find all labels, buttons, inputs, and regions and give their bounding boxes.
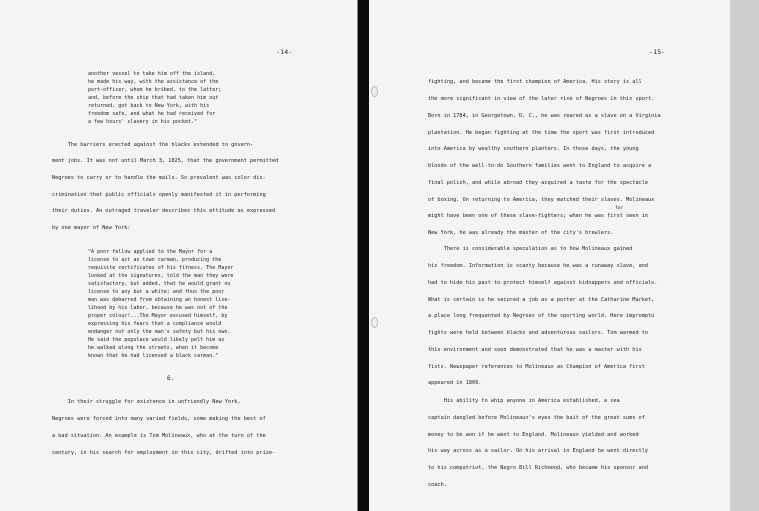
text-line: coach. <box>428 482 447 488</box>
text-line: fights were held between blacks and adventurous sailors. Tom warmed to <box>428 330 649 336</box>
text-line: The barriers erected against the blacks extended to govern- <box>52 142 254 148</box>
text-line: Negroes were forced into many varied fields, some making the best of <box>52 416 266 422</box>
text-line: There is considerable speculation as to how Molineaux gained <box>428 246 633 252</box>
text-line: a bad situation. An example is Tom Molineaux, who at the turn of the <box>52 433 266 439</box>
text-line: license to act as town carman, producing the <box>88 257 222 263</box>
page-number-right: -15- <box>649 48 666 56</box>
text-line: appeared in 1809. <box>428 380 482 386</box>
text-line: money to be won if he went to England. Molineaux yielded and worked <box>428 432 639 438</box>
text-line: a few hours' slavery in his pocket." <box>88 119 198 125</box>
text-line: fighting, and became the first champion of America. His story is all <box>428 79 642 85</box>
text-line: Negroes to carry or to handle the mails. So prevalent was color dis- <box>52 175 266 181</box>
text-line: fists. Newspaper references to Molineaux as Champion of America first <box>428 364 645 370</box>
text-line: by one mayor of New York: <box>52 225 131 231</box>
text-line: crimination that public officials openly manifested it in performing <box>52 192 266 198</box>
text-line: their duties. An outraged traveler describes this attitude as expressed <box>52 208 276 214</box>
text-line: license to any but a white; and thus the poor <box>88 289 225 295</box>
binder-hole-top <box>371 86 378 97</box>
text-line: captain dangled before Molineaux's eyes the bait of the great sums of <box>428 415 645 421</box>
section-number: 6. <box>167 375 175 382</box>
handwritten-insert: for <box>615 206 624 211</box>
text-line: In their struggle for existence in unfriendly New York, <box>52 399 241 405</box>
text-line: another vessel to take him off the island, <box>88 71 216 77</box>
text-line: his freedom. Information is scanty because he was a runaway slave, and <box>428 263 649 269</box>
page-number-left: -14- <box>276 48 293 56</box>
text-line: port-officer, whom he bribed, to the latter; <box>88 87 222 93</box>
text-line: century, in his search for employment in this city, drifted into prize- <box>52 450 276 456</box>
text-line: New York, he was already the master of the city's brewlers. <box>428 230 614 236</box>
text-line: returned, got back to New York, with his <box>88 103 210 109</box>
text-line: proper colour!...The Mayor excused himself, by <box>88 313 228 319</box>
left-page <box>0 0 357 511</box>
text-line: "A poor fellow applied to the Mayor for a <box>88 249 213 255</box>
text-line: he walked along the streets, when it become <box>88 345 219 351</box>
text-line: He said the populace would likely pelt him as <box>88 337 225 343</box>
text-line: man was debarred from obtaining an honest live- <box>88 297 231 303</box>
text-line: his way across as a sailor. On his arrival in England he went directly <box>428 448 649 454</box>
text-line: into America by wealthy southern planters. In those days, the young <box>428 146 639 152</box>
text-line: this environment and soon demonstrated that he was a master with his <box>428 347 642 353</box>
text-line: and, before the ship that had taken him out <box>88 95 219 101</box>
text-line: he made his way, with the assistance of the <box>88 79 219 85</box>
text-line: a place long frequented by Negroes of the sporting world. Here impromptu <box>428 313 655 319</box>
text-line: known that he had licensed a black carman." <box>88 353 219 359</box>
text-line: satisfactory, but added, that he would grant no <box>88 281 231 287</box>
binder-hole-bottom <box>371 317 378 328</box>
text-line: What is certain is he secured a job as a porter at the Catharine Market, <box>428 297 655 303</box>
text-line: final polish, and while abroad they acquired a taste for the spectacle <box>428 180 649 186</box>
text-line: lihood by his labor, because he was not of the <box>88 305 228 311</box>
text-line: ment jobs. It was not until March 3, 1825, that the government permitted <box>52 158 279 164</box>
scan-edge <box>730 0 759 511</box>
text-line: the more significant in view of the later rise of Negroes in this sport. <box>428 96 655 102</box>
text-line: bloods of the well-to-do Southern families went to England to acquire a <box>428 163 652 169</box>
right-page <box>369 0 730 511</box>
text-line: might have been one of these slave-fighters; when he was first seen in <box>428 213 649 219</box>
gutter-divider <box>357 0 358 511</box>
text-line: expressing his fears that a compliance would <box>88 321 222 327</box>
text-line: His ability to whip anyone in America established, a sea <box>428 398 620 404</box>
text-line: freedom safe, and what he had received for <box>88 111 216 117</box>
text-line: endanger not only the man's safety but his own. <box>88 329 231 335</box>
text-line: had to hide his past to protect himself against kidnappers and officials. <box>428 280 658 286</box>
text-line: Born in 1784, in Georgetown, D. C., he was reared as a slave on a Virginia <box>428 113 661 119</box>
text-line: to his compatriot, the Negro Bill Richmond, who became his sponsor and <box>428 465 649 471</box>
text-line: looked at the signatures, told the man they were <box>88 273 234 279</box>
text-line: of boxing. On returning to America, they matched their slaves. Molineaux <box>428 197 655 203</box>
text-line: requisite certificates of his fitness. The Mayor <box>88 265 234 271</box>
text-line: plantation. He began fighting at the time the sport was first introduced <box>428 130 655 136</box>
